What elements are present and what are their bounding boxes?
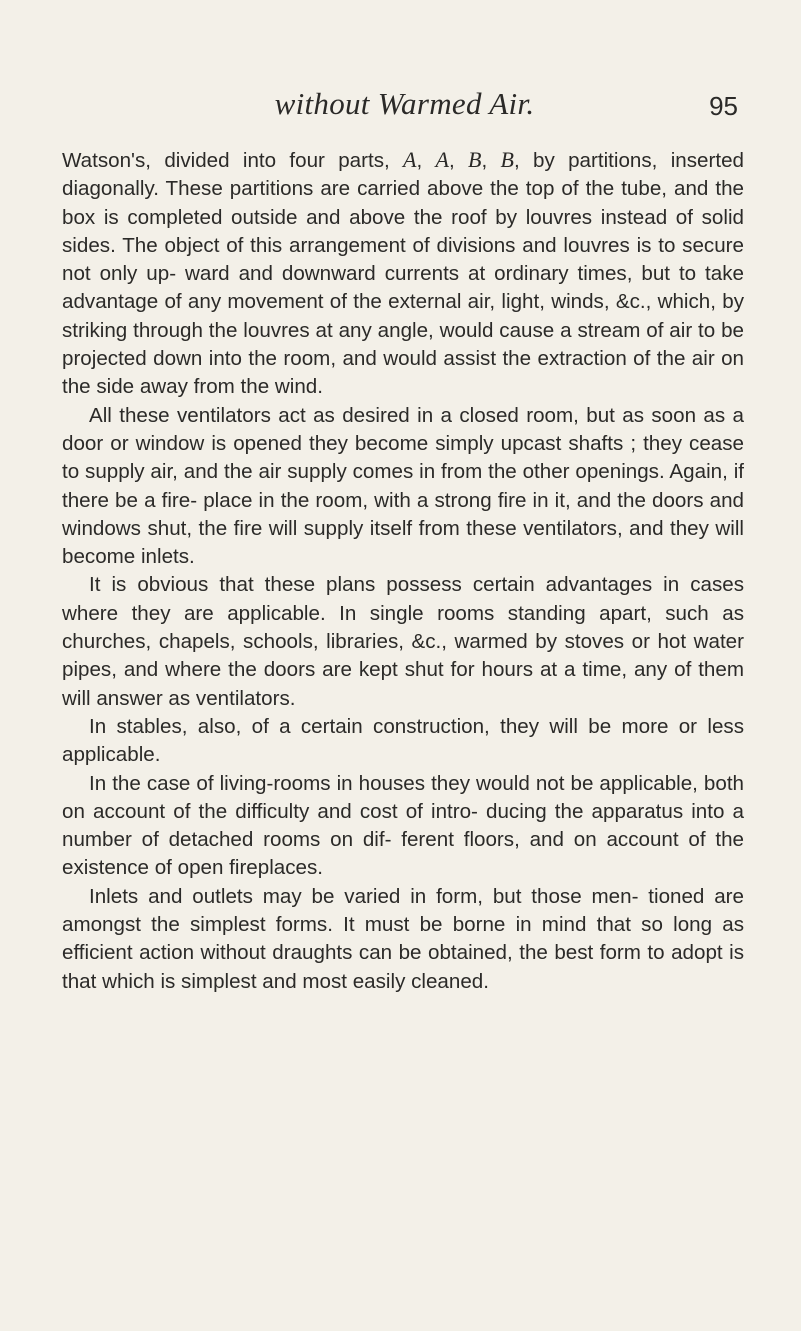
body-text xyxy=(62,146,744,996)
paragraph-1 xyxy=(62,146,744,402)
paragraph-1-rest: , by partitions, inserted diagonally. These partitions are carried above the top of the tube, and the box is completed outside and above the roof by louvres instead of solid sides. The object of this arrangement of divisions and louvres is to secure not only up- ward and downward currents at ordinary times, but to take advantage of any movement of the external air, light, winds, &c., which, by striking through the louvres at any angle, would cause a stream of air to be projected down into the room, and would assist the extraction of the air on the side away from the wind. xyxy=(62,149,744,399)
paragraph-4: In stables, also, of a certain construction, they will be more or less applicable. xyxy=(62,714,744,767)
paragraph-1-text: Watson's, divided into four parts, xyxy=(62,149,404,172)
page-number: 95 xyxy=(709,91,738,121)
paragraph-3: It is obvious that these plans possess certain advantages in cases where they are applicable. In single rooms standing apart, such as churches, chapels, schools, libraries, &c., warmed by stoves or hot water pipes, and where the doors are kept shut for hours at a time, any of them will answer as ventilators. xyxy=(62,573,744,710)
partition-label-b-2: B xyxy=(500,147,514,172)
paragraph-5: In the case of living-rooms in houses they would not be applicable, both on account of the difficulty and cost of intro- ducing the apparatus into a number of detached rooms on dif- ferent floors, and on account of the existence of open fireplaces. xyxy=(62,771,744,880)
separator: , xyxy=(416,149,436,172)
running-head xyxy=(0,84,801,124)
partition-label-b: B xyxy=(468,147,482,172)
separator: , xyxy=(449,149,469,172)
partition-label-a: A xyxy=(403,147,417,172)
paragraph-6: Inlets and outlets may be varied in form, but those men- tioned are amongst the simplest forms. It must be borne in mind that so long as efficient action without draughts can be obtained, the best form to adopt is that which is simplest and most easily cleaned. xyxy=(62,884,744,993)
separator: , xyxy=(481,149,501,172)
paragraph-2: All these ventilators act as desired in a closed room, but as soon as a door or window is opened they become simply upcast shafts ; they cease to supply air, and the air supply comes in from the other openings. Again, if there be a fire- place in the room, with a strong fire in it, and the doors and windows shut, the fire will supply itself from these ventilators, and they will become inlets. xyxy=(62,403,744,569)
partition-label-a-2: A xyxy=(435,147,449,172)
running-title: without Warmed Air. xyxy=(274,86,535,121)
